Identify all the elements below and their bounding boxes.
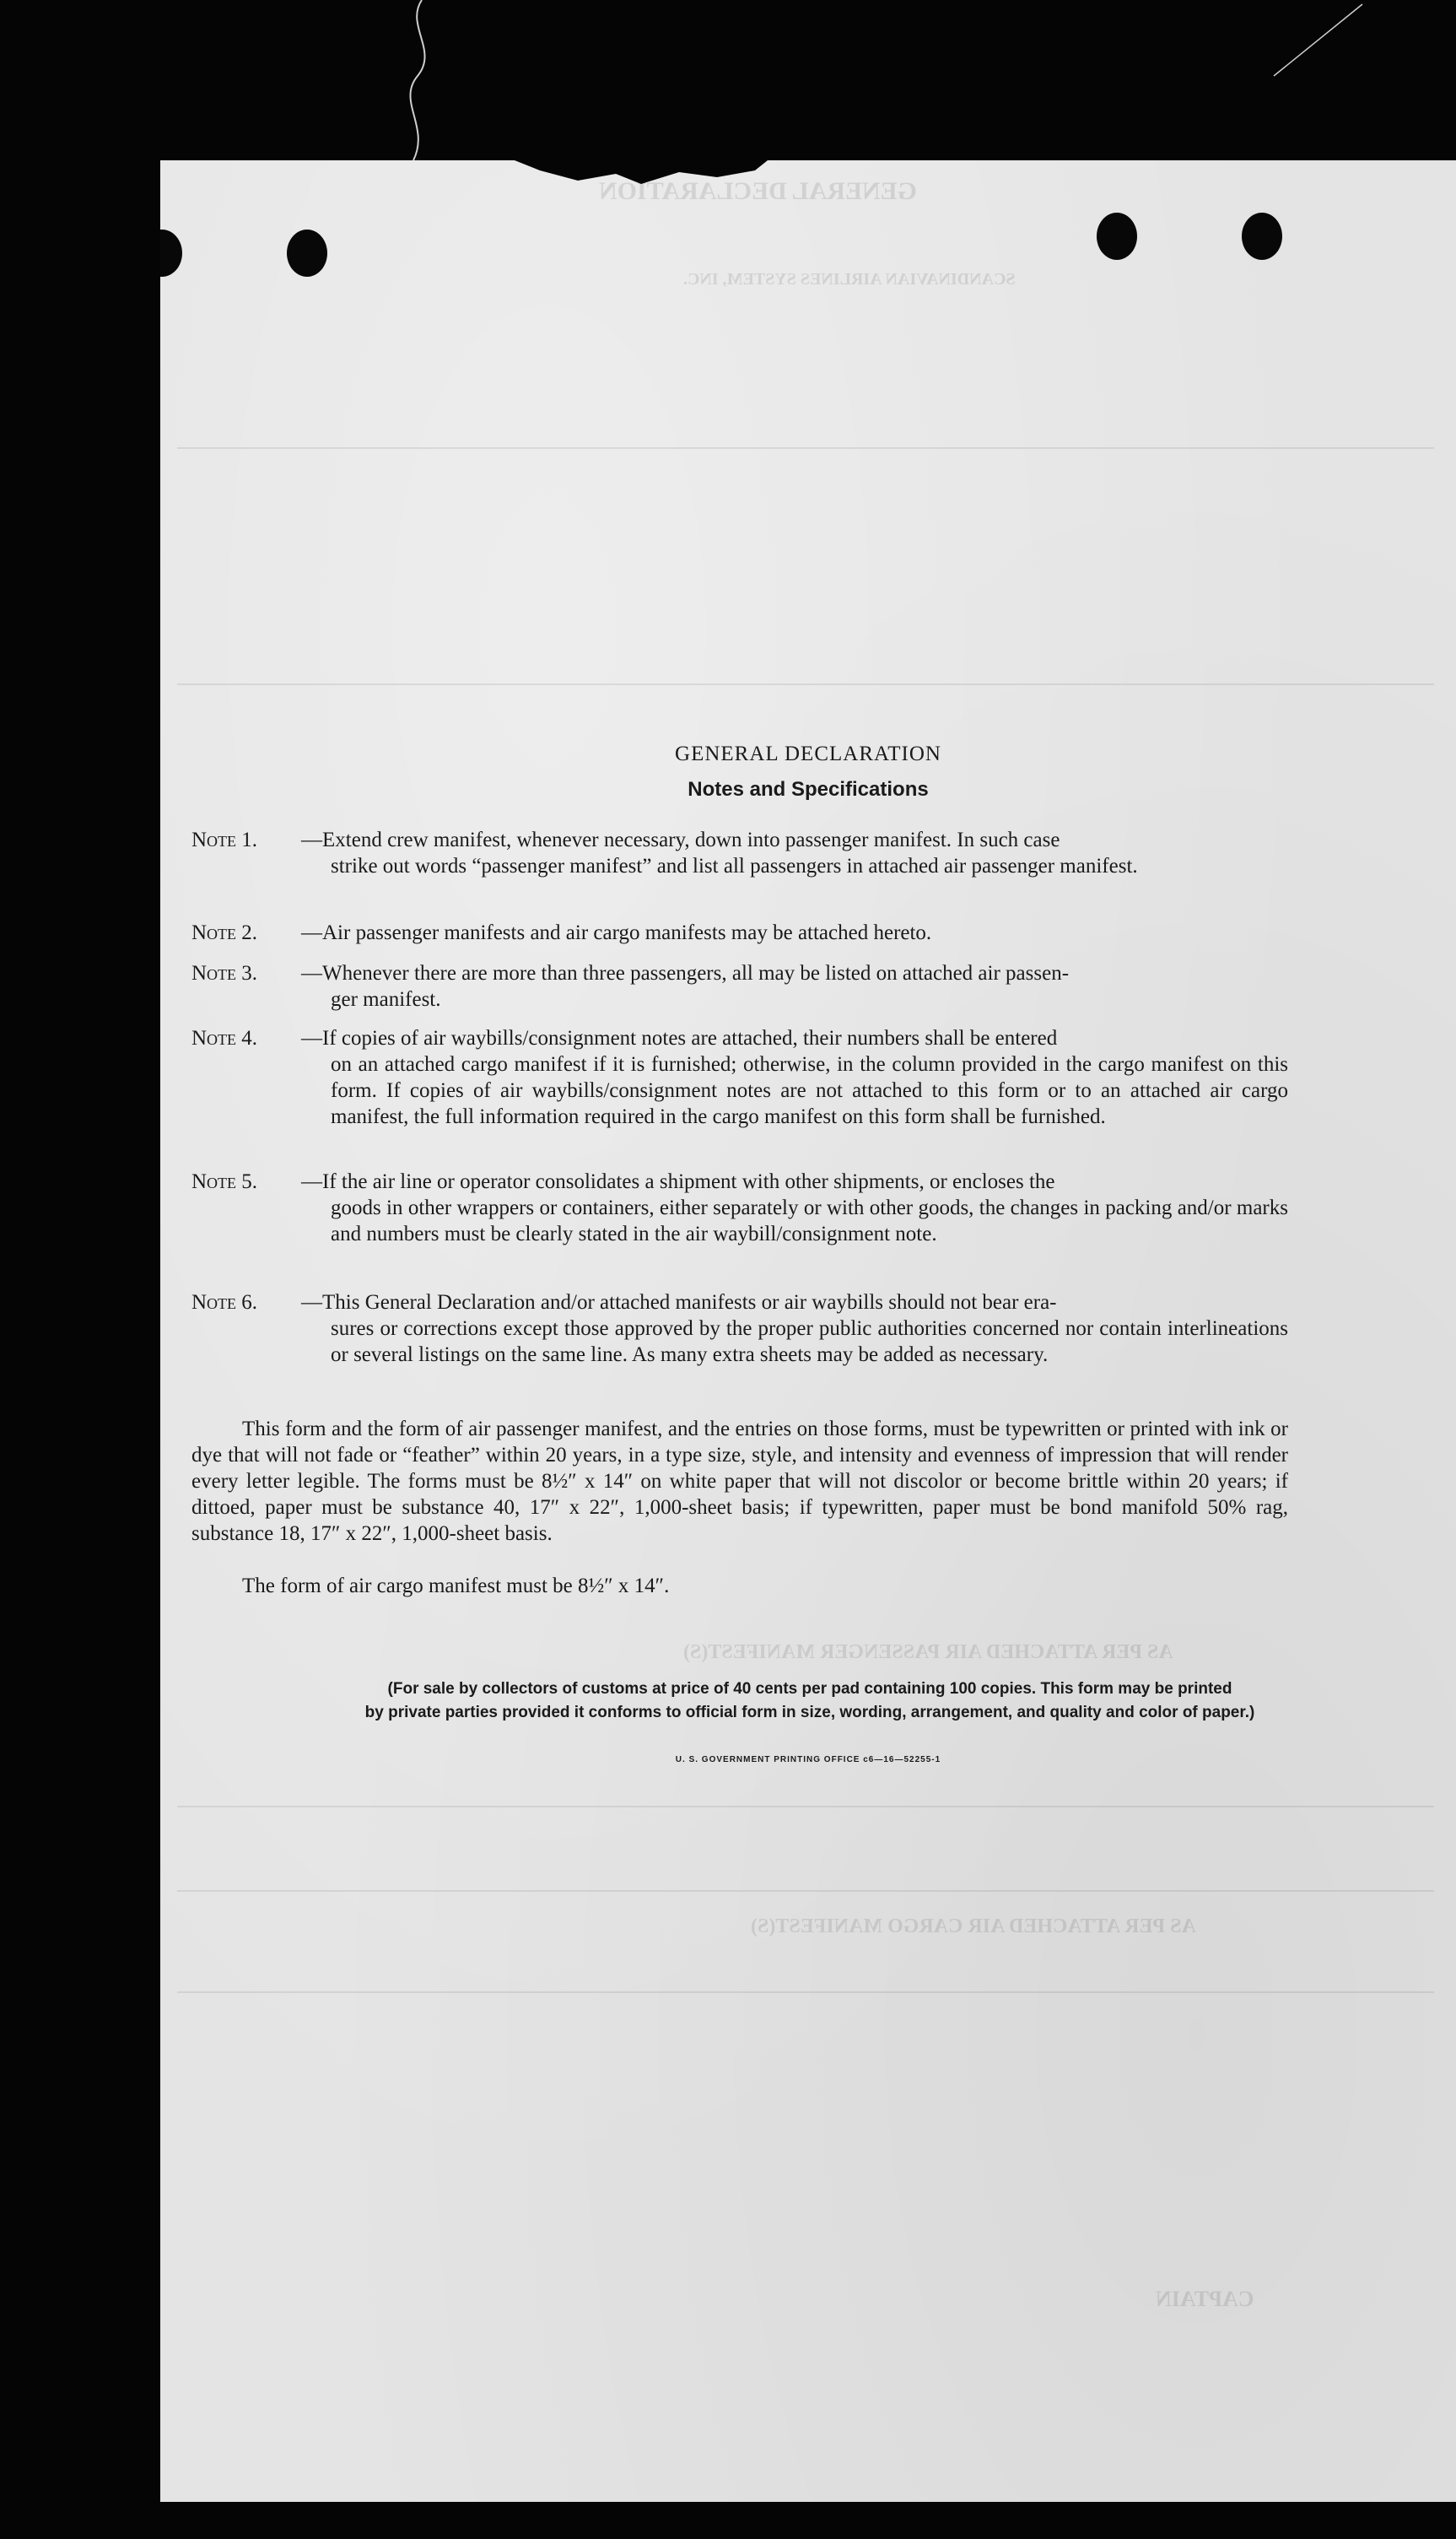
note-label: Note 6. <box>191 1291 258 1314</box>
note-first-line: —Air passenger manifests and air cargo manifests may be attached hereto. <box>301 921 932 944</box>
note-first-line: —Extend crew manifest, whenever necessary, down into passenger manifest. In such case <box>301 829 1060 851</box>
sale-notice <box>160 1677 1456 1725</box>
note-first-line: —If the air line or operator consolidates a shipment with other shipments, or encloses the <box>301 1170 1055 1193</box>
film-scratch-top-left <box>396 0 447 160</box>
note-first-line: —This General Declaration and/or attached manifests or air waybills should not bear era- <box>301 1291 1057 1314</box>
document-page <box>160 160 1456 2502</box>
note-label: Note 1. <box>191 829 258 851</box>
bleed-through-passenger-manifest: AS PER ATTACHED AIR PASSENGER MANIFEST(S) <box>683 1641 1173 1663</box>
note-3 <box>191 960 1288 1013</box>
note-label: Note 4. <box>191 1027 258 1050</box>
bleed-through-airline: SCANDINAVIAN AIRLINES SYSTEM, INC. <box>683 270 1016 289</box>
note-label: Note 3. <box>191 962 258 985</box>
bleed-through-cargo-manifest: AS PER ATTACHED AIR CARGO MANIFEST(S) <box>751 1915 1196 1937</box>
printing-office-imprint: U. S. GOVERNMENT PRINTING OFFICE c6—16—52255-1 <box>675 1755 941 1764</box>
bleed-through-captain: CAPTAIN <box>1156 2287 1254 2311</box>
declaration-text <box>160 160 1456 2502</box>
note-first-line: —Whenever there are more than three passengers, all may be listed on attached air passen- <box>301 962 1070 985</box>
note-continuation: strike out words “passenger manifest” and list all passengers in attached air passenger manifest. <box>331 855 1138 878</box>
requirements-text: This form and the form of air passenger manifest, and the entries on those forms, must be typewritten or printed with ink or dye that will not fade or “feather” within 20 years, in a type size, style, and intensity and evenness of impression that will render every letter legible. The forms must be 8½″ x 14″ on white paper that will not discolor or become brittle within 20 years; if dittoed, paper must be substance 40, 17″ x 22″, 1,000-sheet basis; if typewritten, paper must be bond manifold 50% rag, substance 18, 17″ x 22″, 1,000-sheet basis. <box>191 1418 1288 1545</box>
note-1 <box>191 827 1288 879</box>
sale-notice-line-1: (For sale by collectors of customs at price of 40 cents per pad containing 100 copies. This form may be printed <box>387 1680 1232 1698</box>
page-subtitle: Notes and Specifications <box>688 778 929 801</box>
film-scratch-top-right <box>1265 0 1367 84</box>
sale-notice-line-2: by private parties provided it conforms to official form in size, wording, arrangement, and quality and color of paper.) <box>364 1704 1255 1721</box>
note-label: Note 5. <box>191 1170 258 1193</box>
note-continuation: sures or corrections except those approved by the proper public authorities concerned nor contain interlineations or several listings on the same line. As many extra sheets may be added as necessary. <box>331 1317 1288 1366</box>
bleed-through-header: GENERAL DECLARATION <box>599 177 918 205</box>
note-4 <box>191 1025 1288 1130</box>
note-first-line: —If copies of air waybills/consignment notes are attached, their numbers shall be entered <box>301 1027 1058 1050</box>
cargo-size-paragraph <box>191 1573 1288 1599</box>
note-2 <box>191 920 1288 946</box>
note-continuation: on an attached cargo manifest if it is furnished; otherwise, in the column provided in the cargo manifest on this form. If copies of air waybills/consignment notes are not attached to this form or to an attached air cargo manifest, the full information required in the cargo manifest on this form shall be furnished. <box>331 1053 1288 1128</box>
note-6 <box>191 1289 1288 1368</box>
note-continuation: ger manifest. <box>331 988 441 1011</box>
requirements-paragraph <box>191 1416 1288 1547</box>
page-title: GENERAL DECLARATION <box>675 743 941 765</box>
note-5 <box>191 1169 1288 1247</box>
cargo-size-text: The form of air cargo manifest must be 8½″ x 14″. <box>242 1575 670 1597</box>
note-continuation: goods in other wrappers or containers, either separately or with other goods, the changes in packing and/or marks and numbers must be clearly stated in the air waybill/consignment note. <box>331 1197 1288 1245</box>
note-label: Note 2. <box>191 921 258 944</box>
